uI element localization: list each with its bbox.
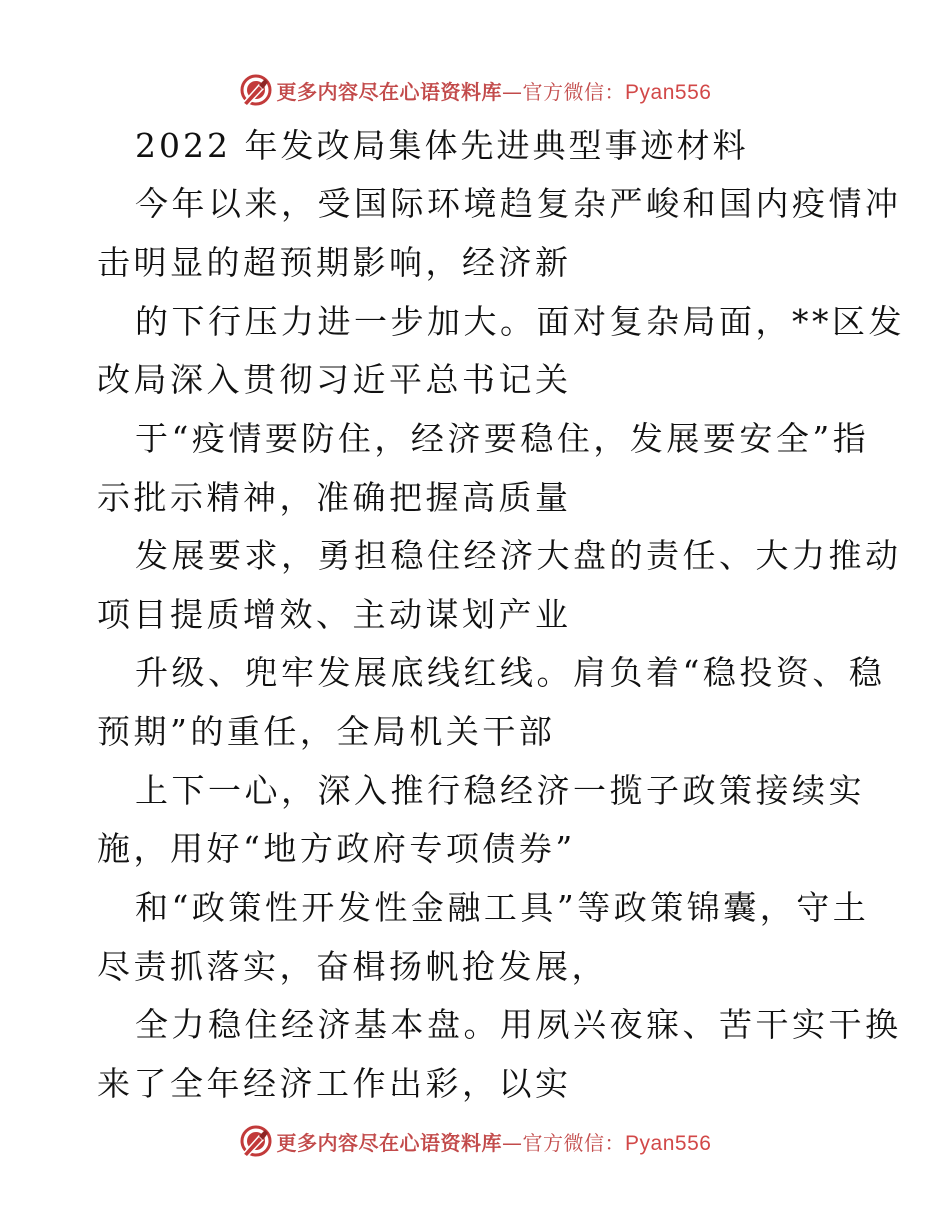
text-line: 和“政策性开发性金融工具”等政策锦囊，守土 xyxy=(135,888,870,927)
watermark-wechat-label: —官方微信： xyxy=(502,79,626,104)
text-line: 击明显的超预期影响，经济新 xyxy=(97,243,572,282)
watermark-footer xyxy=(0,1121,950,1161)
text-line: 于“疫情要防住，经济要稳住，发展要安全”指 xyxy=(135,419,870,458)
text-line: 升级、兜牢发展底线红线。肩负着“稳投资、稳 xyxy=(135,653,886,692)
text-line: 发展要求，勇担稳住经济大盘的责任、大力推动 xyxy=(135,536,902,575)
text-line: 改局深入贯彻习近平总书记关 xyxy=(97,360,572,399)
pen-logo-icon xyxy=(239,1124,273,1158)
text-line: 施，用好“地方政府专项债券” xyxy=(97,829,576,868)
text-line: 今年以来，受国际环境趋复杂严峻和国内疫情冲 xyxy=(135,184,902,223)
text-line: 尽责抓落实，奋楫扬帆抢发展， xyxy=(97,947,608,986)
text-line: 全力稳住经济基本盘。用夙兴夜寐、苦干实干换 xyxy=(135,1005,902,1044)
text-line: 来了全年经济工作出彩，以实 xyxy=(97,1064,572,1103)
watermark-wechat-id: Pyan556 xyxy=(625,80,712,104)
watermark-wechat-id: Pyan556 xyxy=(625,1131,712,1155)
watermark-text xyxy=(277,1127,712,1156)
text-line: 上下一心，深入推行稳经济一揽子政策接续实 xyxy=(135,771,865,810)
text-line: 示批示精神，准确把握高质量 xyxy=(97,478,572,517)
text-line: 预期”的重任，全局机关干部 xyxy=(97,712,556,751)
watermark-brand: 更多内容尽在心语资料库 xyxy=(276,1130,503,1155)
text-line: 的下行压力进一步加大。面对复杂局面，**区发 xyxy=(135,302,905,341)
text-line: 项目提质增效、主动谋划产业 xyxy=(97,595,572,634)
document-title: 2022 年发改局集体先进典型事迹材料 xyxy=(135,126,749,165)
watermark-brand: 更多内容尽在心语资料库 xyxy=(276,79,503,104)
watermark-wechat-label: —官方微信： xyxy=(502,1130,626,1155)
